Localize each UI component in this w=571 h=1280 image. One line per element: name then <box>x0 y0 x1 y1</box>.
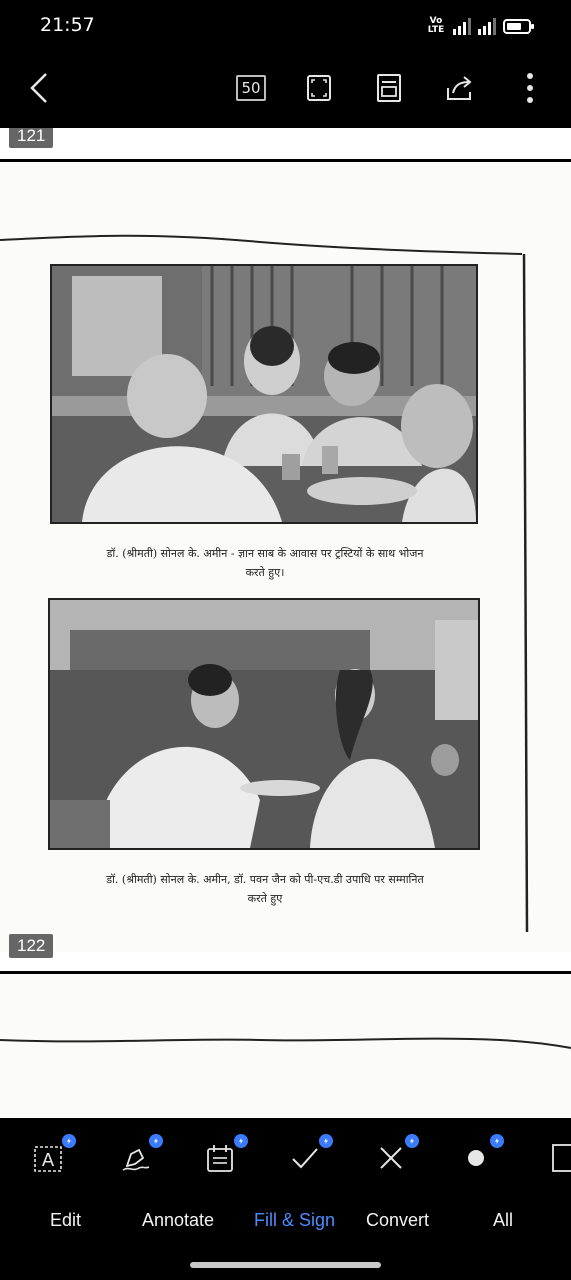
date-tool[interactable] <box>202 1140 238 1176</box>
share-button[interactable] <box>440 68 480 108</box>
page-count-button[interactable] <box>231 68 271 108</box>
rectangle-tool[interactable] <box>540 1140 571 1176</box>
signal-icon-1 <box>453 17 471 35</box>
page-border <box>0 974 571 1118</box>
document-view-icon <box>376 73 402 103</box>
dot-icon <box>460 1142 492 1174</box>
next-page-preview <box>0 974 571 1118</box>
caption-award: डॉ. (श्रीमती) सोनल के. अमीन, डॉ. पवन जैन को पी-एच.डी उपाधि पर सम्मानित करते हुए <box>106 873 424 905</box>
fit-page-button[interactable] <box>299 68 339 108</box>
status-bar <box>0 0 571 52</box>
tab-fill-and-sign[interactable]: Fill & Sign <box>254 1210 336 1230</box>
tab-annotate[interactable]: Annotate <box>142 1210 215 1230</box>
checkmark-tool[interactable] <box>287 1140 323 1176</box>
reading-mode-button[interactable] <box>369 68 409 108</box>
home-indicator[interactable] <box>190 1262 381 1268</box>
signature-tool[interactable] <box>117 1140 153 1176</box>
cross-tool[interactable] <box>373 1140 409 1176</box>
rectangle-icon <box>543 1142 571 1174</box>
premium-badge-icon <box>149 1134 163 1148</box>
dot-tool[interactable] <box>458 1140 494 1176</box>
volte-icon: Vo LTE <box>427 16 445 35</box>
premium-badge-icon <box>405 1134 419 1148</box>
photo-award <box>48 598 480 850</box>
battery-icon <box>503 19 531 34</box>
signal-icon-2 <box>478 17 496 35</box>
tab-edit[interactable]: Edit <box>50 1210 82 1230</box>
pen-sign-icon <box>119 1142 151 1174</box>
text-box-icon <box>32 1142 64 1174</box>
page-count: 50 <box>236 75 266 101</box>
status-icons <box>426 14 531 38</box>
svg-text:A: A <box>41 1150 55 1171</box>
premium-badge-icon <box>234 1134 248 1148</box>
premium-badge-icon <box>319 1134 333 1148</box>
cross-icon <box>375 1142 407 1174</box>
more-options-button[interactable] <box>510 68 550 108</box>
tab-all[interactable]: All <box>493 1210 514 1230</box>
photo-dinner <box>50 264 478 524</box>
caption-dinner: डॉ. (श्रीमती) सोनल के. अमीन - ज्ञान साब के आवास पर ट्रस्टियों के साथ भोजन करते हुए। <box>106 547 424 579</box>
share-icon <box>445 74 475 102</box>
back-arrow-icon <box>29 72 51 104</box>
premium-badge-icon <box>62 1134 76 1148</box>
tab-convert[interactable]: Convert <box>366 1210 430 1230</box>
page-label-122: 122 <box>9 934 53 958</box>
bottom-toolbar <box>0 1118 571 1280</box>
add-text-tool[interactable] <box>30 1140 66 1176</box>
back-button[interactable] <box>20 68 60 108</box>
document-viewer[interactable] <box>0 128 571 1118</box>
top-toolbar <box>0 52 571 128</box>
calendar-icon <box>204 1142 236 1174</box>
scanned-page <box>0 162 571 952</box>
premium-badge-icon <box>490 1134 504 1148</box>
status-time: 21:57 <box>40 14 95 36</box>
fullscreen-icon <box>306 74 332 102</box>
page-label-121: 121 <box>9 128 53 148</box>
checkmark-icon <box>289 1142 321 1174</box>
more-vertical-icon <box>526 72 534 104</box>
